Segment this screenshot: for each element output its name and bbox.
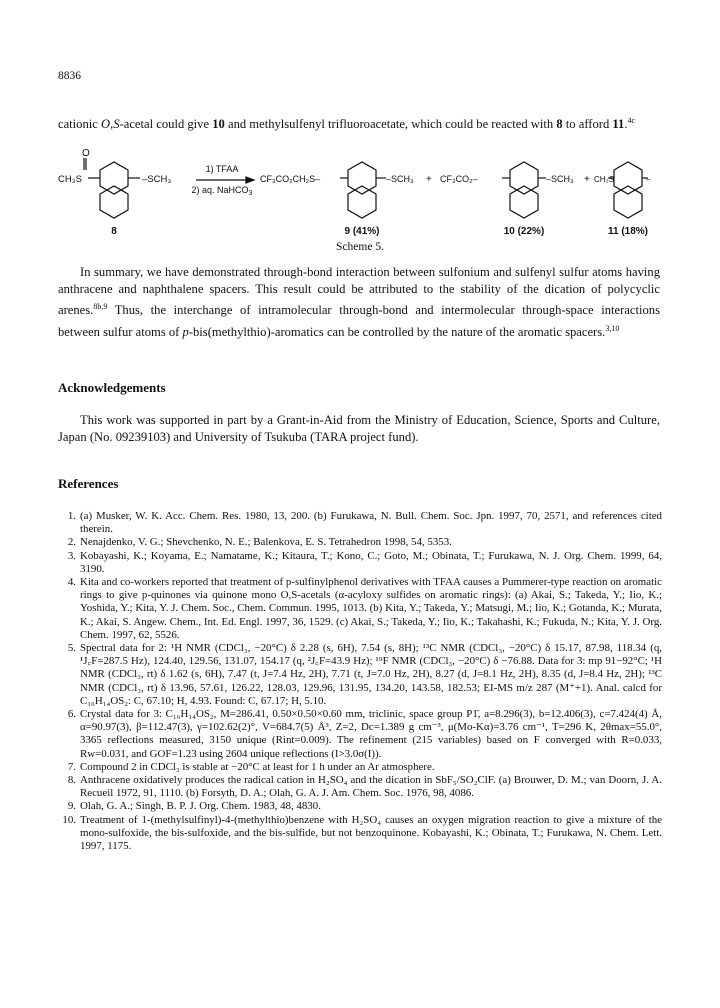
sch3-group: –SCH₃: [142, 174, 172, 185]
ch3s-group: CH₃S: [58, 174, 82, 185]
reference-item: 8. Anthracene oxidatively produces the radical cation in H₂SO₄ and the dication in SbF₅/SO₂ClF. (a) Brouwer, D. M.; van Doorn, J. A. Recueil 1972, 91, 1110. (b) Forsyth, D. A.; Olah, G. A. J. Am. Chem. Soc. 1976, 98, 4086.: [67, 774, 662, 800]
reference-item: 7. Compound 2 in CDCl₃ is stable at −20°C at least for 1 h under an Ar atmosphere.: [67, 760, 435, 773]
reference-item: 2. Nenajdenko, V. G.; Shevchenko, N. E.; Balenkova, E. S. Tetrahedron 1998, 54, 5353.: [67, 536, 452, 549]
compound-9-substituent: CF₃CO₂CH₂S–: [260, 174, 321, 184]
compound-10-structure: [502, 162, 546, 218]
reference-item: 6. Crystal data for 3: C₁₆H₁₄OS₂, M=286.41, 0.50×0.50×0.60 mm, triclinic, space group P1̄, a=8.296(3), b=12.406(3), c=7.424(4) Å, α=90.97(3), β=112.47(3), γ=102.62(2)°, V=684.7(5) Å³, Z=2, Dc=1.389 g cm⁻³, μ(Mo-Kα)=3.76 cm⁻¹, T=296 K, 2θmax=55.0°, 3365 reflections measured, 3150 unique (Rint=0.009). The refinement (215 variables) based on F converged with R=0.033, Rw=0.031, and GOF=1.23 using 2604 unique reflections (I>3.0σ(I)).: [67, 708, 662, 760]
plus-sign-1: +: [426, 174, 432, 185]
compound-9-sch3: –SCH₃: [386, 174, 414, 184]
acknowledgements-heading: Acknowledgements: [58, 380, 166, 395]
reagent-step-2: 2) aq. NaHCO$_3$: [191, 185, 253, 197]
compound-8-label: 8: [111, 226, 117, 237]
compound-11-ch3s: CH₃S: [594, 175, 615, 184]
plus-sign-2: +: [584, 174, 590, 185]
compound-10-label: 10 (22%): [503, 226, 545, 237]
reference-item: 3. Kobayashi, K.; Koyama, E.; Namatame, K.; Kitaura, T.; Kono, C.; Goto, M.; Obinata, T.; Furukawa, N. J. Org. Chem. 1999, 64, 3190.: [67, 549, 662, 575]
references-heading: References: [58, 476, 119, 491]
compound-11-sch3: –: [646, 175, 651, 184]
intro-paragraph: cationic O,S-acetal could give 10 and methylsulfenyl trifluoroacetate, which could be reacted with 8 to afford 11.$^{4c}$: [58, 116, 636, 132]
reference-item: 9. Olah, G. A.; Singh, B. P. J. Org. Chem. 1983, 48, 4830.: [67, 800, 321, 813]
compound-11-label: 11 (18%): [607, 226, 649, 237]
reference-item: 4. Kita and co-workers reported that treatment of p-sulfinylphenol derivatives with TFAA causes a Pummerer-type reaction on aromatic rings to give p-quinones via quinone mono O,S-acetals (α-acyloxy sulfides on aromatic rings): (a) Akai, S.; Takeda, Y.; Iio, K.; Yoshida, Y.; Kita, Y. J. Chem. Soc., Chem. Commun. 1995, 1013. (b) Kita, Y.; Takeda, Y.; Matsugi, M.; Iio, K.; Gotanda, K.; Murata, K.; Akai, S. Angew. Chem., Int. Ed. Engl. 1997, 36, 1529. (c) Akai, S.; Takeda, Y.; Iio, K.; Takahashi, K.; Fukuda, N.; Kita, Y. J. Org. Chem. 1997, 62, 5526.: [67, 576, 662, 641]
compound-10-substituent: CF₃CO₂–: [440, 174, 478, 184]
reference-item: 1. (a) Musker, W. K. Acc. Chem. Res. 1980, 13, 200. (b) Furukawa, N. Bull. Chem. Soc. Jpn. 1997, 70, 2571, and references cited therein.: [67, 510, 662, 536]
compound-11-structure: [608, 162, 648, 218]
references-list: [58, 510, 662, 853]
reference-item: 5. Spectral data for 2: ¹H NMR (CDCl₃, −20°C) δ 2.28 (s, 6H), 7.54 (s, 8H); ¹³C NMR (CDCl₃, −20°C) δ 15.17, 87.98, 118.34 (q, ¹J꜀F=287.5 Hz), 124.40, 129.56, 131.07, 154.17 (q, ²J꜀F=43.9 Hz); ¹⁹F NMR (CDCl₃, −20°C) δ −76.88. Data for 3: mp 91−92°C; ¹H NMR (CDCl₃, rt) δ 1.62 (s, 6H), 7.47 (t, J=7.4 Hz, 2H), 7.71 (t, J=7.0 Hz, 2H), 8.27 (d, J=8.1 Hz, 2H), 8.35 (d, J=8.4 Hz, 2H); ¹³C NMR (CDCl₃, rt) δ 13.96, 57.61, 126.22, 128.03, 129.96, 131.95, 134.20, 143.58, 182.53; EI-MS m/z 287 (M⁺+1). Anal. calcd for C₁₆H₁₄OS₂: C, 67.10; H, 4.93. Found: C, 67.17; H, 5.10.: [67, 642, 662, 707]
compound-10-sch3: –SCH₃: [546, 174, 574, 184]
scheme-5-reaction: [58, 148, 660, 238]
compound-8-structure: [84, 158, 140, 218]
summary-paragraph: In summary, we have demonstrated through-bond interaction between sulfonium and sulfenyl sulfur atoms having anthracene and naphthalene spacers. This result could be attributed to the stability of the dication of polycyclic arenes.$^{8b,9}$ Thus, the interchange of intramolecular through-bond and intermolecular through-space interactions between sulfur atoms of p-bis(methylthio)-aromatics can be controlled by the nature of the aromatic spacers.$^{3,10}$: [58, 265, 660, 339]
acknowledgements-text: This work was supported in part by a Grant-in-Aid from the Ministry of Education, Science, Sports and Culture, Japan (No. 09239103) and University of Tsukuba (TARA project fund).: [58, 413, 660, 445]
reagent-step-1: 1) TFAA: [205, 164, 239, 174]
scheme-caption: Scheme 5.: [336, 241, 384, 253]
compound-9-structure: [340, 162, 386, 218]
oxygen-atom: O: [82, 148, 90, 159]
page-number: 8836: [58, 70, 81, 82]
compound-9-label: 9 (41%): [344, 226, 380, 237]
reference-item: 10. Treatment of 1-(methylsulfinyl)-4-(methylthio)benzene with H₂SO₄ causes an oxygen migration reaction to give a mixture of the mono-sulfoxide, the bis-sulfoxide, and the bis-sulfide, but not benzoquinone. Kobayashi, K.; Obinata, T.; Furukawa, N. Chem. Lett. 1997, 1175.: [62, 813, 662, 853]
